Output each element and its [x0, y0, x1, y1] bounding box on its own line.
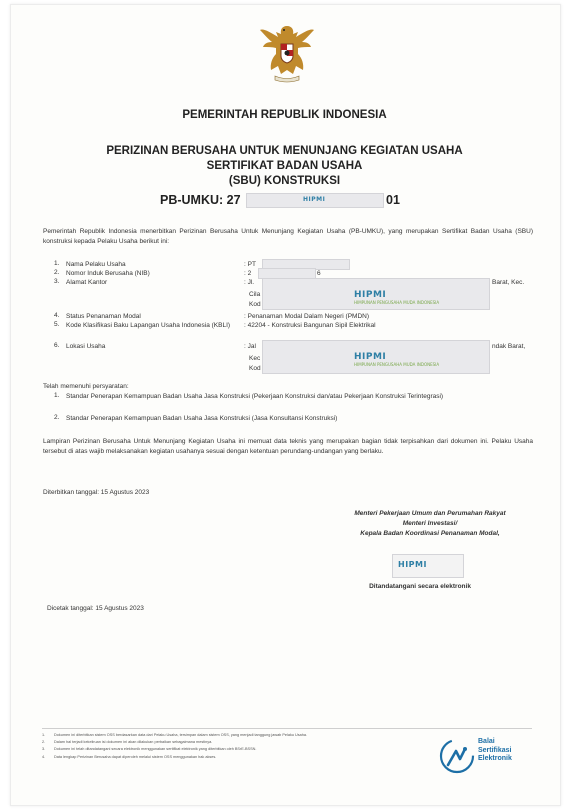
footnote-item: [42, 754, 402, 761]
hipmi-watermark-logo: [354, 290, 439, 305]
document-title: [0, 144, 569, 189]
signatory-line1: Menteri Pekerjaan Umum dan Perumahan Rakyat: [354, 510, 506, 517]
footnote-number: 3.: [42, 747, 46, 752]
field-number: 1.: [54, 260, 60, 267]
requirement-number: 2.: [54, 414, 60, 421]
hipmi-logo-subtitle: HIMPUNAN PENGUSAHA MUDA INDONESIA: [354, 300, 440, 305]
field-value-company-name: : PT: [244, 261, 256, 268]
requirement-item: Standar Penerapan Kemampuan Badan Usaha Jasa Konstruksi (Pekerjaan Konstruksi dan/atau Pekerjaan Konstruksi Terintegrasi): [66, 393, 444, 400]
signatory-line3: Kepala Badan Koordinasi Penanaman Modal,: [360, 530, 500, 537]
footnote-number: 2.: [42, 740, 46, 745]
field-label-investment-status: Status Penanaman Modal: [66, 313, 141, 320]
field-number: 4.: [54, 312, 60, 319]
field-label-office-address: Alamat Kantor: [66, 279, 108, 286]
footnote-item: [42, 746, 402, 753]
footnote-text: Dokumen ini telah ditandatangani secara elektronik menggunakan sertifikat elektronik yang diterbitkan oleh BSrE-BSSN.: [54, 747, 257, 752]
bse-line3: Elektronik: [478, 755, 512, 763]
hipmi-logo-text: HIPMI: [354, 352, 387, 362]
document-title-line2: SERTIFIKAT BADAN USAHA: [206, 160, 363, 172]
bse-line1: Balai: [478, 738, 495, 745]
footnote-text: Dokumen ini diterbitkan sistem OSS berdasarkan data dari Pelaku Usaha, tersimpan dalam sistem OSS, yang menjadi tanggung jawab Pelaku Usaha.: [54, 733, 308, 737]
footnote-item: [42, 732, 402, 739]
hipmi-watermark-logo: [354, 352, 439, 367]
signatory-line2: Menteri Investasi/: [402, 520, 458, 527]
field-label-nib: Nomor Induk Berusaha (NIB): [66, 270, 150, 277]
field-number: 2.: [54, 269, 60, 276]
bse-logo-icon: [438, 737, 476, 775]
pb-watermark-logo: HIPMI: [303, 196, 326, 203]
bse-line2: Sertifikasi: [478, 746, 512, 754]
field-number: 5.: [54, 321, 60, 328]
government-title: PEMERINTAH REPUBLIK INDONESIA: [182, 109, 387, 121]
address-line-2: Cila: [249, 291, 261, 298]
location-line-3: Kod: [249, 365, 261, 372]
footnote-text: Dalam hal terjadi kekeliruan isi dokumen ini akan dilakukan perbaikan sebagaimana mestinya.: [54, 740, 213, 745]
garuda-pancasila-emblem-icon: [258, 20, 316, 84]
field-label-business-location: Lokasi Usaha: [66, 343, 106, 350]
signatory-title: [310, 509, 550, 539]
field-value-nib: : 2: [244, 270, 252, 277]
field-number: 3.: [54, 278, 60, 285]
pb-umku-number-suffix: 01: [386, 193, 400, 207]
location-tail: ndak Barat,: [492, 343, 526, 350]
field-label-kbli: Kode Klasifikasi Baku Lapangan Usaha Indonesia (KBLI): [66, 322, 231, 329]
requirement-number: 1.: [54, 392, 60, 399]
requirement-item: Standar Penerapan Kemampuan Badan Usaha Jasa Konstruksi (Jasa Konsultansi Konstruksi): [66, 415, 338, 422]
issued-date: Diterbitkan tanggal: 15 Agustus 2023: [43, 489, 150, 496]
footnotes: [42, 732, 402, 761]
hipmi-watermark-logo: HIPMI: [398, 560, 427, 569]
address-tail: Barat, Kec.: [492, 279, 525, 286]
field-value-investment-status: : Penanaman Modal Dalam Negeri (PMDN): [244, 313, 369, 320]
field-label-company-name: Nama Pelaku Usaha: [66, 261, 126, 268]
address-line-3: Kod: [249, 301, 261, 308]
certificate-page: [10, 4, 561, 806]
document-title-line3: (SBU) KONSTRUKSI: [228, 175, 341, 187]
hipmi-logo-subtitle: HIMPUNAN PENGUSAHA MUDA INDONESIA: [354, 362, 440, 367]
hipmi-logo-text: HIPMI: [354, 290, 387, 300]
requirements-heading: Telah memenuhi persyaratan:: [43, 383, 129, 390]
electronic-signature-note: Ditandatangani secara elektronik: [369, 583, 471, 590]
location-line-2: Kec: [249, 355, 261, 362]
footnote-number: 1.: [42, 733, 46, 737]
field-value-business-location: : Jal: [244, 343, 256, 350]
printed-date: Dicetak tanggal: 15 Agustus 2023: [47, 605, 144, 612]
field-value-nib-tail: 6: [317, 270, 321, 277]
field-number: 6.: [54, 342, 60, 349]
footnote-number: 4.: [42, 754, 46, 759]
footer-divider: [42, 728, 532, 729]
pb-umku-number-prefix: PB-UMKU: 27: [160, 193, 241, 207]
document-title-line1: PERIZINAN BERUSAHA UNTUK MENUNJANG KEGIATAN USAHA: [106, 145, 463, 157]
field-value-office-address: : Jl.: [244, 279, 255, 286]
field-value-kbli: : 42204 - Konstruksi Bangunan Sipil Elektrikal: [244, 322, 376, 329]
footnote-text: Data lengkap Perizinan Berusaha dapat diperoleh melalui sistem OSS menggunakan hak akses.: [54, 754, 217, 759]
footnote-item: [42, 739, 402, 746]
intro-paragraph: Pemerintah Republik Indonesia menerbitkan Perizinan Berusaha Untuk Menunjang Kegiatan Usaha (PB-UMKU), yang merupakan Sertifikat Badan Usaha (SBU) konstruksi kepada Pelaku Usaha berikut ini:: [43, 228, 533, 245]
attachment-paragraph: Lampiran Perizinan Berusaha Untuk Menunjang Kegiatan Usaha ini memuat data teknis yang merupakan bagian tidak terpisahkan dari dokumen ini. Pelaku Usaha tersebut di atas wajib melaksanakan kegiatan usahanya sesuai dengan ketentuan perundang-undangan yang berlaku.: [43, 438, 533, 455]
bse-logo-text: [478, 738, 512, 764]
